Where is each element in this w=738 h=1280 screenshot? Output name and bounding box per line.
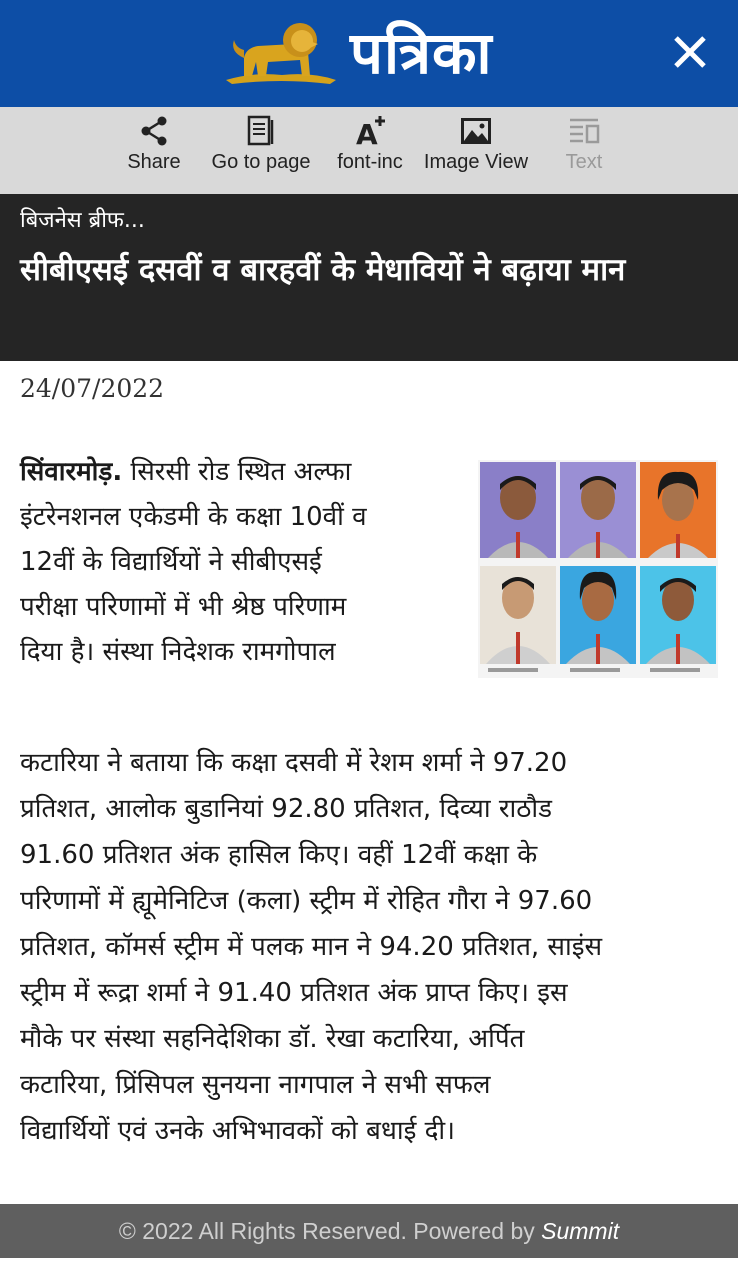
share-label: Share	[127, 151, 181, 173]
share-icon	[137, 114, 171, 148]
photo-panel	[560, 566, 636, 664]
app-header	[0, 0, 738, 107]
go-to-page-label: Go to page	[211, 151, 311, 173]
image-view-button[interactable]	[420, 107, 532, 194]
page-footer	[0, 1204, 738, 1258]
font-increase-button[interactable]	[330, 107, 410, 194]
article-lead	[20, 450, 460, 675]
image-icon	[459, 114, 493, 148]
page-icon	[244, 114, 278, 148]
font-increase-label: font-inc	[337, 151, 403, 173]
patrika-logo	[222, 18, 493, 88]
article-photo[interactable]	[478, 460, 718, 678]
share-button[interactable]	[120, 107, 188, 194]
image-view-label: Image View	[423, 151, 529, 173]
text-view-label: Text	[565, 151, 603, 173]
go-to-page-button[interactable]	[208, 107, 314, 194]
article-toolbar	[0, 107, 738, 194]
photo-panel	[560, 462, 636, 558]
svg-text:A: A	[356, 118, 378, 148]
section-label: बिजनेस ब्रीफ...	[20, 208, 145, 233]
article-title-band	[0, 194, 738, 361]
student-photos-collage-image	[478, 460, 718, 678]
article-headline: सीबीएसई दसवीं व बारहवीं के मेधावियों ने बढ़ाया मान	[20, 252, 626, 288]
text-view-button[interactable]	[558, 107, 610, 194]
text-view-icon	[567, 114, 601, 148]
powered-by-link[interactable]: Summit	[541, 1218, 620, 1244]
close-icon	[668, 30, 712, 74]
photo-panel	[640, 462, 716, 558]
photo-panel	[480, 566, 556, 664]
copyright-text: © 2022 All Rights Reserved. Powered by	[118, 1218, 542, 1244]
article-date: 24/07/2022	[20, 374, 165, 403]
lead-text: सिरसी रोड स्थित अल्फा इंटरेनशनल एकेडमी के कक्षा 10वीं व 12वीं के विद्यार्थियों ने सीबीएसई परीक्षा परिणामों में भी श्रेष्ठ परिणाम दिया है। संस्था निदेशक रामगोपाल	[20, 457, 367, 667]
dateline: सिंवारमोड़.	[20, 457, 123, 487]
photo-panel	[480, 462, 556, 558]
font-increase-icon	[353, 114, 387, 148]
close-button[interactable]	[668, 30, 712, 74]
golden-lion-logo-icon	[222, 18, 340, 88]
photo-panel	[640, 566, 716, 664]
article-body: कटारिया ने बताया कि कक्षा दसवी में रेशम शर्मा ने 97.20 प्रतिशत, आलोक बुडानियां 92.80 प्रतिशत, दिव्या राठौड 91.60 प्रतिशत अंक हासिल किए। वहीं 12वीं कक्षा के परिणामों में ह्यूमेनिटिज (कला) स्ट्रीम में रोहित गौरा ने 97.60 प्रतिशत, कॉमर्स स्ट्रीम में पलक मान ने 94.20 प्रतिशत, साइंस स्ट्रीम में रूद्रा शर्मा ने 91.40 प्रतिशत अंक प्राप्त किए। इस मौके पर संस्था सहनिदेशिका डॉ. रेखा कटारिया, अर्पित कटारिया, प्रिंसिपल सुनयना नागपाल ने सभी सफल विद्यार्थियों एवं उनके अभिभावकों को बधाई दी।	[20, 748, 603, 1146]
brand-name: पत्रिका	[350, 19, 493, 87]
